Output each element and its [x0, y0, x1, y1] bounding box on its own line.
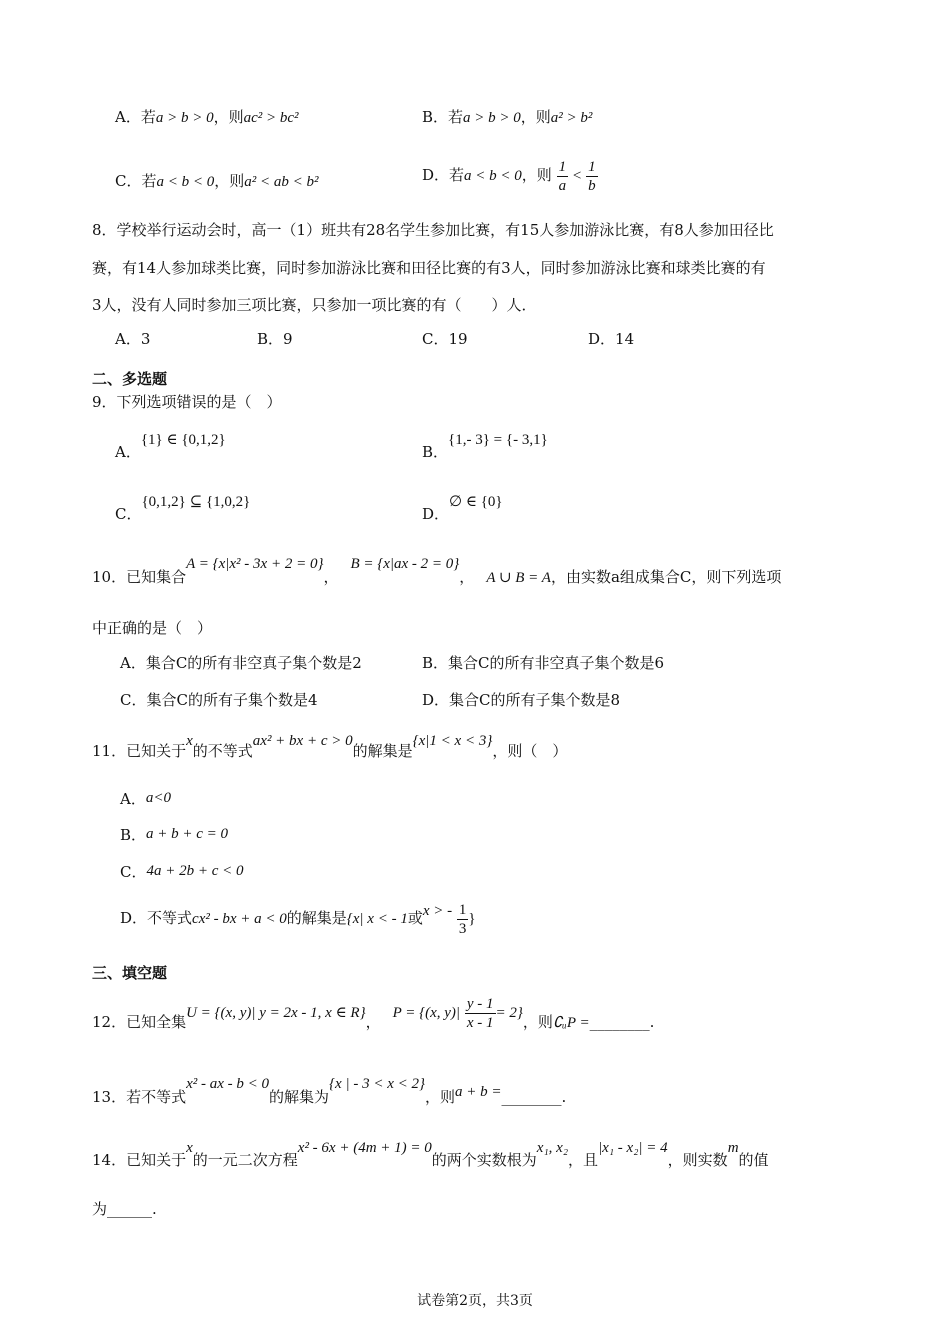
q9-option-b: B．{1,- 3} = {- 3,1}: [422, 432, 548, 461]
q7-option-d: D．若a < b < 0，则 $\frac{1}{a}$ < $\frac{1}{b}$: [422, 158, 596, 194]
q8-option-d: D．14: [588, 330, 635, 348]
q14-stem-line1: 14．已知关于x的一元二次方程x² - 6x + (4m + 1) = 0的两个实数根为x₁, x₂，且|x₁ - x₂| = 4，则实数m的值: [92, 1140, 769, 1169]
q7-option-a: A．若a > b > 0，则ac² > bc²: [115, 108, 299, 126]
q10-stem-line1: 10．已知集合A = {x|x² - 3x + 2 = 0}，B = {x|ax - 2 = 0}， A ∪ B = A，由实数a组成集合C，则下列选项: [92, 556, 782, 586]
q10-option-b: B．集合C的所有非空真子集个数是6: [422, 654, 665, 672]
q11-option-a: A．a<0: [120, 790, 171, 808]
section-heading-fill-in: 三、填空题: [92, 964, 168, 982]
q12-stem: 12．已知全集U = {(x, y)| y = 2x - 1, x ∈ R}， P = {(x, y)| $\frac{y - 1}{x - 1}$ = 2}，则∁ᵤP =________.: [92, 995, 655, 1031]
q10-option-c: C．集合C的所有子集个数是4: [120, 691, 318, 709]
q13-stem: 13．若不等式x² - ax - b < 0的解集为{x | - 3 < x < 2}，则a + b =________.: [92, 1076, 567, 1106]
q9-stem: 9．下列选项错误的是（ ）: [92, 393, 282, 411]
q8-stem-line2: 赛，有14人参加球类比赛，同时参加游泳比赛和田径比赛的有3人，同时参加游泳比赛和球类比赛的有: [92, 259, 766, 277]
q7-option-c: C．若a < b < 0，则a² < ab < b²: [115, 172, 319, 190]
q8-option-a: A．3: [115, 330, 151, 348]
q10-option-a: A．集合C的所有非空真子集个数是2: [120, 654, 362, 672]
q12-fraction: $\frac{y - 1}{x - 1}$: [466, 995, 494, 1031]
q8-option-c: C．19: [422, 330, 468, 348]
q8-option-b: B．9: [257, 330, 293, 348]
q11-option-d: D．不等式cx² - bx + a < 0的解集是{x| x < - 1或x > - $\frac{1}{3}$ }: [120, 901, 476, 937]
q11-option-c: C．4a + 2b + c < 0: [120, 863, 244, 881]
q8-stem-line1: 8．学校举行运动会时，高一（1）班共有28名学生参加比赛，有15人参加游泳比赛，有8人参加田径比: [92, 221, 774, 239]
q7-d-fraction-2: $\frac{1}{b}$: [588, 158, 596, 194]
q11-stem: 11．已知关于x的不等式ax² + bx + c > 0的解集是{x|1 < x < 3}，则（ ）: [92, 733, 568, 760]
page-footer: 试卷第2页，共3页: [417, 1293, 533, 1309]
q10-option-d: D．集合C的所有子集个数是8: [422, 691, 621, 709]
q10-stem-line2: 中正确的是（ ）: [92, 619, 213, 637]
q9-option-c: C．{0,1,2} ⊆ {1,0,2}: [115, 494, 251, 523]
q11-option-b: B．a + b + c = 0: [120, 826, 229, 844]
q7-d-fraction-1: $\frac{1}{a}$: [558, 158, 567, 194]
q9-option-a: A．{1} ∈ {0,1,2}: [115, 432, 226, 461]
q9-option-d: D．∅ ∈ {0}: [422, 494, 503, 523]
section-heading-multi-choice: 二、多选题: [92, 370, 168, 388]
q8-stem-line3: 3人，没有人同时参加三项比赛，只参加一项比赛的有（ ）人．: [92, 296, 537, 314]
q14-stem-line2: 为______.: [92, 1200, 157, 1218]
q11-d-fraction: $\frac{1}{3}$: [458, 901, 467, 937]
q7-option-b: B．若a > b > 0，则a² > b²: [422, 108, 593, 126]
